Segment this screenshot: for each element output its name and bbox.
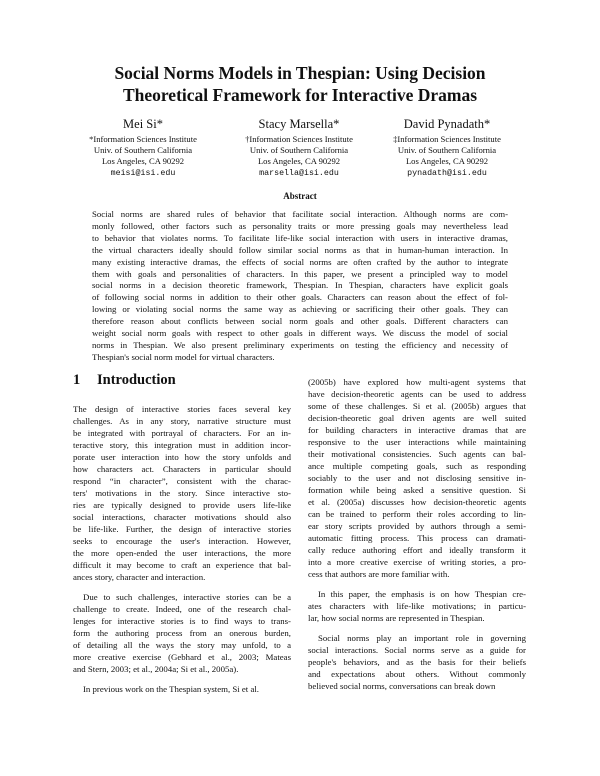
- text-line: seeks to encourage the user's interaction. However,: [73, 536, 291, 546]
- text-line: be integrated with portrayal of characters. For an in-: [73, 428, 291, 438]
- abstract-line: therefore reason about conflicts between social norm goals and other goals. Different characters can: [92, 316, 508, 327]
- text-line: ries are typically designed to provide users life-like: [73, 500, 291, 510]
- text-line: difficult it may become to craft an experience that bal-: [73, 560, 291, 570]
- text-line: Social norms play an important role in governing: [318, 633, 526, 643]
- text-line: cess that authors are more familiar with.: [308, 569, 450, 579]
- text-line: be life-like. Further, the design of interactive stories: [73, 524, 291, 534]
- text-line: (2005b) have explored how multi-agent systems that: [308, 377, 526, 387]
- author-affiliation: †Information Sciences Institute: [245, 134, 353, 144]
- text-line: decision-theoretic goal driven agents are well suited: [308, 413, 526, 423]
- author-name: David Pynadath*: [403, 117, 491, 131]
- text-line: believed social norms, conversations can break down: [308, 681, 496, 691]
- text-line: for building characters in interactive dramas that are: [308, 425, 526, 435]
- author-name: Stacy Marsella*: [258, 117, 340, 131]
- paragraph-gap: [308, 580, 526, 588]
- text-line: people's behaviors, and as the basis for their beliefs: [308, 657, 526, 667]
- abstract-heading: Abstract: [283, 191, 317, 201]
- author-city: Los Angeles, CA 90292: [101, 156, 185, 167]
- abstract-line: many existing interactive dramas, the effects of social norms are often crafted by the author to integrate: [92, 256, 508, 267]
- abstract-line: social norms in a decision theoretic framework, Thespian. In Thespian, characters have explicit goals: [92, 280, 508, 291]
- text-line: Due to such challenges, interactive stories can be a: [83, 592, 291, 602]
- author-email: marsella@isi.edu: [259, 168, 339, 178]
- text-line: and expectations about others. Without commonly: [308, 669, 526, 679]
- text-line: form the authoring process from an onerous burden,: [73, 628, 291, 638]
- paragraph-gap: [73, 583, 291, 591]
- abstract-line: to behavior that violates norms. To facilitate life-like social interaction with users in interactive dramas,: [92, 232, 508, 243]
- author-name: Mei Si*: [123, 117, 163, 131]
- text-line: ear story scripts provided by authors through a semi-: [308, 521, 526, 531]
- text-line: In previous work on the Thespian system, Si et al.: [83, 684, 259, 694]
- text-line: how characters act. Characters in particular should: [73, 464, 291, 474]
- abstract-body: [92, 209, 508, 364]
- text-line: social interactions. Social norms serve as a guide for: [308, 645, 526, 655]
- abstract-line: them with goals and personalities of characters. In this paper, we present a principled way to model: [92, 268, 508, 279]
- text-line: ances story, character and interaction.: [73, 572, 206, 582]
- author-university: Univ. of Southern California: [249, 145, 349, 156]
- text-line: responsive to the user interactions while maintaining: [308, 437, 526, 447]
- text-line: their motivational consistencies. Such agents can bal-: [308, 449, 526, 459]
- right-column: [308, 376, 526, 692]
- author-city: Los Angeles, CA 90292: [257, 156, 341, 167]
- left-column: [73, 403, 291, 695]
- text-line: teractive story, this integration must in addition incor-: [73, 440, 291, 450]
- text-line: of detailing all the ways the story may unfold, to a: [73, 640, 291, 650]
- author-affiliation: *Information Sciences Institute: [89, 134, 197, 144]
- abstract-line: of following social norms in addition to their other goals. Characters can reason about the effect of fol-: [92, 292, 508, 303]
- text-line: and Stern, 2003; et al., 2004a; Si et al., 2005a).: [73, 664, 239, 674]
- text-line: more creative exercise (Gebhard et al., 2003; Mateas: [73, 652, 291, 662]
- text-line: social interactions, character motivations should also: [73, 512, 291, 522]
- text-line: challenges. As in any story, narrative structure must: [73, 416, 291, 426]
- text-line: In this paper, the emphasis is on how Thespian cre-: [318, 589, 526, 599]
- abstract-line: lowing or violating social norms the same way as achieving or sacrificing their other goals. They can: [92, 304, 508, 315]
- abstract-line: Thespian's social norm model for virtual characters.: [92, 351, 275, 362]
- text-line: challenge to create. Indeed, one of the research chal-: [73, 604, 291, 614]
- abstract-line: Social norms are shared rules of behavior that facilitate social interaction. Although norms are com-: [92, 209, 508, 219]
- section-title: Introduction: [97, 372, 176, 388]
- text-line: can be trained to perform their roles according to lin-: [308, 509, 526, 519]
- author-1: [58, 116, 228, 179]
- text-line: et al. (2005a) discusses how decision-theoretic agents: [308, 497, 526, 507]
- text-line: respond “in character”, consistent with the charac-: [73, 476, 291, 486]
- text-line: ters' motivations in the story. Since interactive sto-: [73, 488, 291, 498]
- author-city: Los Angeles, CA 90292: [405, 156, 489, 167]
- abstract-line: weight social norm goals with respect to other goals in different ways. We discuss the model of social: [92, 328, 508, 339]
- author-email: pynadath@isi.edu: [407, 168, 487, 178]
- text-line: automatic fitting process. This process can dramati-: [308, 533, 526, 543]
- abstract-line: monly followed, other factors such as personality traits or more pressing goals may nevertheless lead: [92, 220, 508, 231]
- text-line: lenges for interactive stories is to find ways to trans-: [73, 616, 291, 626]
- text-line: the more open-ended the user interactions, the more: [73, 548, 291, 558]
- author-3: [362, 116, 532, 179]
- text-line: ates characters with life-like motivations; in particu-: [308, 601, 526, 611]
- text-line: lar, how social norms are represented in Thespian.: [308, 613, 485, 623]
- abstract-line: norms in Thespian. We also present preliminary experiments on testing the efficiency and necessity of: [92, 339, 508, 350]
- text-line: formation while being asked a sensitive question. Si: [308, 485, 526, 495]
- text-line: porate user interaction into how the story unfolds and: [73, 452, 291, 462]
- text-line: The design of interactive stories faces several key: [73, 404, 291, 414]
- text-line: sociably to the user and not disclosing sensitive in-: [308, 473, 526, 483]
- author-university: Univ. of Southern California: [397, 145, 497, 156]
- author-2: [214, 116, 384, 179]
- text-line: some of these challenges. Si et al. (2005b) argues that: [308, 401, 526, 411]
- author-email: meisi@isi.edu: [110, 168, 176, 178]
- section-number: 1: [73, 372, 81, 388]
- title-line-2: Theoretical Framework for Interactive Dramas: [122, 85, 478, 105]
- paragraph-gap: [73, 675, 291, 683]
- text-line: ance multiple competing goals, such as responding: [308, 461, 526, 471]
- author-university: Univ. of Southern California: [93, 145, 193, 156]
- abstract-line: the virtual characters ideally should follow similar social norms as that in human-human interaction. In: [92, 244, 508, 255]
- text-line: cally reduce authoring effort and ideally transform it: [308, 545, 526, 555]
- section-heading: [73, 372, 176, 389]
- text-line: have decision-theoretic agents can be used to address: [308, 389, 526, 399]
- paper-title: [60, 62, 540, 106]
- author-affiliation: ‡Information Sciences Institute: [393, 134, 501, 144]
- paragraph-gap: [308, 624, 526, 632]
- text-line: into a more creative exercise of writing stories, a pro-: [308, 557, 526, 567]
- title-line-1: Social Norms Models in Thespian: Using Decision: [114, 63, 486, 83]
